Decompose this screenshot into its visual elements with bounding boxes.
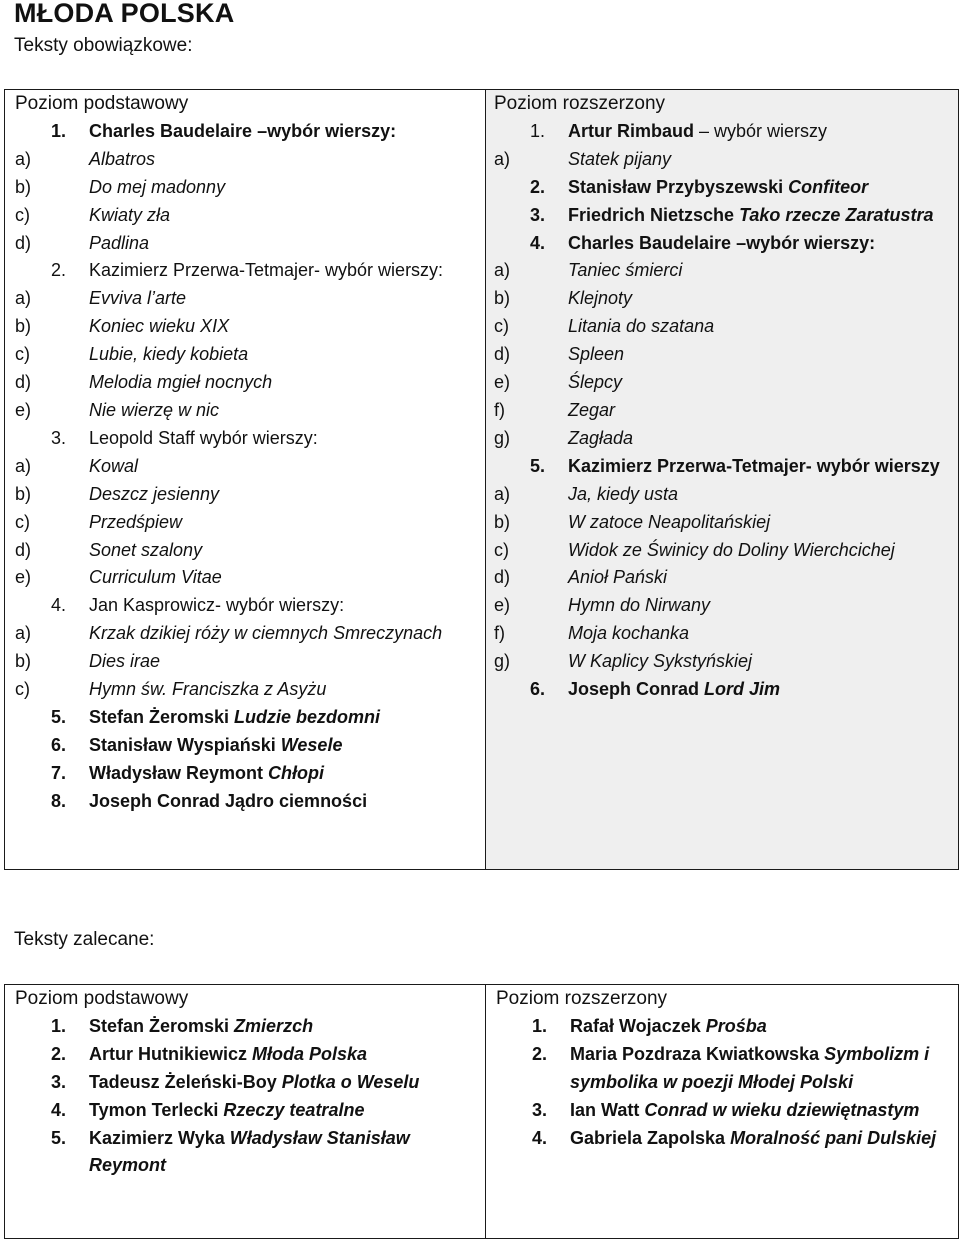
- item-text: Charles Baudelaire: [89, 120, 258, 141]
- item-text: Plotka o Weselu: [281, 1071, 420, 1092]
- item-marker: 3.: [530, 204, 546, 225]
- list-item: [494, 285, 954, 313]
- item-marker: 6.: [530, 679, 546, 700]
- item-text: Przedśpiew: [89, 511, 183, 532]
- item-text: Lord Jim: [704, 679, 781, 700]
- item-text: Zmierzch: [234, 1015, 314, 1036]
- item-text: Klejnoty: [568, 288, 633, 309]
- item-text: Melodia mgieł nocnych: [89, 372, 273, 393]
- item-text: Ludzie bezdomni: [234, 706, 381, 727]
- item-marker: c): [15, 679, 30, 700]
- item-text: Lubie, kiedy kobieta: [89, 344, 249, 365]
- recommended-extended-list: [496, 1013, 954, 1153]
- item-text: Widok ze Świnicy do Doliny Wierchcichej: [568, 539, 895, 560]
- item-text: Curriculum Vitae: [89, 567, 222, 588]
- item-text: Moralność pani Dulskiej: [730, 1127, 937, 1148]
- recommended-basic-cell: [5, 985, 486, 1239]
- list-item: [15, 648, 481, 676]
- item-text: Jan Kasprowicz- wybór wierszy:: [89, 595, 345, 616]
- item-marker: a): [15, 623, 32, 644]
- item-marker: 1.: [530, 120, 546, 141]
- item-text: Deszcz jesienny: [89, 483, 220, 504]
- item-text: Litania do szatana: [568, 316, 715, 337]
- list-item: [15, 313, 481, 341]
- item-marker: d): [15, 539, 32, 560]
- item-text: Friedrich Nietzsche: [568, 204, 740, 225]
- list-item: [15, 704, 481, 732]
- section-recommended-heading: Teksty zalecane:: [14, 929, 155, 950]
- item-text: Wesele: [280, 734, 343, 755]
- item-text: Stanisław Wyspiański: [89, 734, 281, 755]
- list-item: [15, 564, 481, 592]
- list-item: [494, 118, 954, 146]
- list-item: [494, 202, 954, 230]
- item-marker: e): [15, 567, 32, 588]
- list-item: [15, 118, 481, 146]
- item-text: Młoda Polska: [252, 1043, 368, 1064]
- item-marker: 7.: [51, 762, 67, 783]
- list-item: [15, 146, 481, 174]
- list-item: [494, 313, 954, 341]
- item-text: Stefan Żeromski: [89, 706, 235, 727]
- list-item: [15, 732, 481, 760]
- item-text: Kazimierz Wyka: [89, 1127, 230, 1148]
- item-marker: b): [15, 316, 32, 337]
- item-marker: c): [494, 316, 509, 337]
- item-marker: d): [494, 344, 511, 365]
- item-marker: f): [494, 399, 505, 420]
- item-text: Spleen: [568, 344, 625, 365]
- item-marker: a): [15, 455, 32, 476]
- list-item: [15, 341, 481, 369]
- item-marker: f): [494, 623, 505, 644]
- list-item: [496, 1097, 954, 1125]
- list-item: [496, 1013, 954, 1041]
- item-text: Artur Rimbaud: [568, 120, 694, 141]
- section-required-heading: Teksty obowiązkowe:: [14, 35, 193, 56]
- item-text: Dies irae: [89, 651, 161, 672]
- recommended-extended-cell: [486, 985, 959, 1239]
- item-text: Conrad w wieku dziewiętnastym: [644, 1099, 920, 1120]
- list-item: [494, 174, 954, 202]
- item-text: – wybór wierszy: [694, 120, 828, 141]
- list-item: [15, 1069, 481, 1097]
- item-marker: 8.: [51, 790, 67, 811]
- item-text: Zegar: [568, 399, 616, 420]
- item-text: Ślepcy: [568, 372, 623, 393]
- item-text: Gabriela Zapolska: [570, 1127, 731, 1148]
- item-text: Rzeczy teatralne: [223, 1099, 365, 1120]
- item-text: –wybór wierszy:: [257, 120, 397, 141]
- item-text: Hymn św. Franciszka z Asyżu: [89, 679, 327, 700]
- list-item: [15, 1041, 481, 1069]
- item-text: Maria Pozdraza Kwiatkowska: [570, 1043, 825, 1064]
- item-marker: 4.: [530, 232, 546, 253]
- item-marker: 3.: [532, 1099, 548, 1120]
- item-marker: 5.: [51, 706, 67, 727]
- item-marker: a): [494, 260, 511, 281]
- item-marker: 2.: [51, 260, 67, 281]
- required-basic-cell: [5, 90, 486, 870]
- list-item: [494, 453, 954, 481]
- recommended-basic-header: Poziom podstawowy: [15, 988, 189, 1009]
- item-text: Tymon Terlecki: [89, 1099, 224, 1120]
- item-text: Krzak dzikiej róży w ciemnych Smreczynach: [89, 623, 443, 644]
- list-item: [494, 369, 954, 397]
- list-item: [494, 257, 954, 285]
- item-text: Chłopi: [268, 762, 325, 783]
- required-extended-cell: [486, 90, 959, 870]
- item-text: Confiteor: [788, 176, 869, 197]
- list-item: [494, 146, 954, 174]
- recommended-texts-table: [4, 984, 959, 1239]
- list-item: [15, 509, 481, 537]
- item-marker: g): [494, 651, 511, 672]
- item-text: Symbolizm i symbolika w poezji Młodej Polski: [570, 1043, 930, 1092]
- item-marker: d): [15, 232, 32, 253]
- item-text: Tadeusz Żeleński-Boy: [89, 1071, 282, 1092]
- item-marker: 2.: [530, 176, 546, 197]
- list-item: [15, 788, 481, 816]
- item-text: Do mej madonny: [89, 176, 226, 197]
- item-text: Ja, kiedy usta: [568, 483, 679, 504]
- item-marker: 3.: [51, 427, 67, 448]
- list-item: [494, 564, 954, 592]
- list-item: [494, 230, 954, 258]
- item-marker: 6.: [51, 734, 67, 755]
- item-text: Albatros: [89, 148, 156, 169]
- item-marker: 3.: [51, 1071, 67, 1092]
- item-text: Rafał Wojaczek: [570, 1015, 706, 1036]
- item-text: Stefan Żeromski: [89, 1015, 235, 1036]
- list-item: [15, 397, 481, 425]
- list-item: [15, 369, 481, 397]
- item-marker: 5.: [51, 1127, 67, 1148]
- item-marker: c): [15, 344, 30, 365]
- document-title: MŁODA POLSKA: [14, 0, 235, 28]
- list-item: [496, 1125, 954, 1153]
- list-item: [15, 285, 481, 313]
- item-text: Władysław Reymont: [89, 762, 269, 783]
- item-marker: 1.: [51, 1015, 67, 1036]
- item-text: Zagłada: [568, 427, 634, 448]
- list-item: [15, 453, 481, 481]
- item-text: Padlina: [89, 232, 150, 253]
- item-text: Tako rzecze Zaratustra: [739, 204, 934, 225]
- required-basic-list: [15, 118, 481, 816]
- item-marker: 2.: [51, 1043, 67, 1064]
- item-text: Artur Hutnikiewicz: [89, 1043, 253, 1064]
- item-text: W zatoce Neapolitańskiej: [568, 511, 771, 532]
- item-text: Kazimierz Przerwa-Tetmajer- wybór wierszy:: [89, 260, 444, 281]
- item-marker: 5.: [530, 455, 546, 476]
- item-marker: d): [15, 372, 32, 393]
- list-item: [15, 537, 481, 565]
- list-item: [496, 1041, 954, 1097]
- item-marker: 1.: [51, 120, 67, 141]
- item-marker: c): [15, 511, 30, 532]
- item-marker: b): [494, 288, 511, 309]
- item-marker: a): [15, 148, 32, 169]
- list-item: [494, 537, 954, 565]
- list-item: [15, 760, 481, 788]
- item-text: Statek pijany: [568, 148, 672, 169]
- item-marker: c): [15, 204, 30, 225]
- list-item: [494, 425, 954, 453]
- list-item: [15, 202, 481, 230]
- list-item: [494, 481, 954, 509]
- list-item: [15, 620, 481, 648]
- list-item: [15, 257, 481, 285]
- item-marker: b): [15, 176, 32, 197]
- item-marker: c): [494, 539, 509, 560]
- item-text: W Kaplicy Sykstyńskiej: [568, 651, 753, 672]
- required-basic-header: Poziom podstawowy: [15, 93, 189, 114]
- item-marker: e): [494, 372, 511, 393]
- item-text: Prośba: [705, 1015, 767, 1036]
- item-text: Evviva l’arte: [89, 288, 187, 309]
- recommended-basic-list: [15, 1013, 481, 1180]
- item-text: Koniec wieku XIX: [89, 316, 230, 337]
- list-item: [494, 341, 954, 369]
- item-marker: 4.: [51, 595, 67, 616]
- list-item: [15, 230, 481, 258]
- item-marker: a): [494, 148, 511, 169]
- item-text: Hymn do Nirwany: [568, 595, 711, 616]
- list-item: [494, 509, 954, 537]
- item-text: Władysław Stanisław Reymont: [89, 1127, 410, 1176]
- item-text: Nie wierzę w nic: [89, 399, 220, 420]
- recommended-extended-header: Poziom rozszerzony: [496, 988, 668, 1009]
- item-text: Kazimierz Przerwa-Tetmajer- wybór wierszy: [568, 455, 940, 476]
- list-item: [15, 676, 481, 704]
- item-marker: a): [15, 288, 32, 309]
- list-item: [15, 1097, 481, 1125]
- list-item: [494, 397, 954, 425]
- item-text: Ian Watt: [570, 1099, 645, 1120]
- list-item: [494, 648, 954, 676]
- item-text: Moja kochanka: [568, 623, 690, 644]
- list-item: [494, 620, 954, 648]
- item-text: Kowal: [89, 455, 139, 476]
- item-text: Taniec śmierci: [568, 260, 683, 281]
- item-marker: g): [494, 427, 511, 448]
- item-text: Kwiaty zła: [89, 204, 171, 225]
- item-marker: b): [494, 511, 511, 532]
- list-item: [15, 174, 481, 202]
- item-text: Charles Baudelaire –wybór wierszy:: [568, 232, 876, 253]
- item-text: Stanisław Przybyszewski: [568, 176, 789, 197]
- item-marker: 4.: [532, 1127, 548, 1148]
- item-marker: b): [15, 651, 32, 672]
- item-marker: 4.: [51, 1099, 67, 1120]
- item-marker: e): [494, 595, 511, 616]
- item-text: Sonet szalony: [89, 539, 203, 560]
- list-item: [494, 592, 954, 620]
- list-item: [494, 676, 954, 704]
- item-text: Leopold Staff wybór wierszy:: [89, 427, 318, 448]
- item-marker: e): [15, 399, 32, 420]
- item-marker: a): [494, 483, 511, 504]
- item-text: Joseph Conrad: [568, 679, 705, 700]
- item-marker: d): [494, 567, 511, 588]
- item-marker: 2.: [532, 1043, 548, 1064]
- required-extended-list: [494, 118, 954, 704]
- list-item: [15, 481, 481, 509]
- list-item: [15, 1013, 481, 1041]
- item-text: Joseph Conrad Jądro ciemności: [89, 790, 368, 811]
- list-item: [15, 425, 481, 453]
- required-extended-header: Poziom rozszerzony: [494, 93, 666, 114]
- required-texts-table: [4, 89, 959, 870]
- item-marker: b): [15, 483, 32, 504]
- item-marker: 1.: [532, 1015, 548, 1036]
- item-text: Anioł Pański: [568, 567, 668, 588]
- list-item: [15, 592, 481, 620]
- list-item: [15, 1125, 481, 1181]
